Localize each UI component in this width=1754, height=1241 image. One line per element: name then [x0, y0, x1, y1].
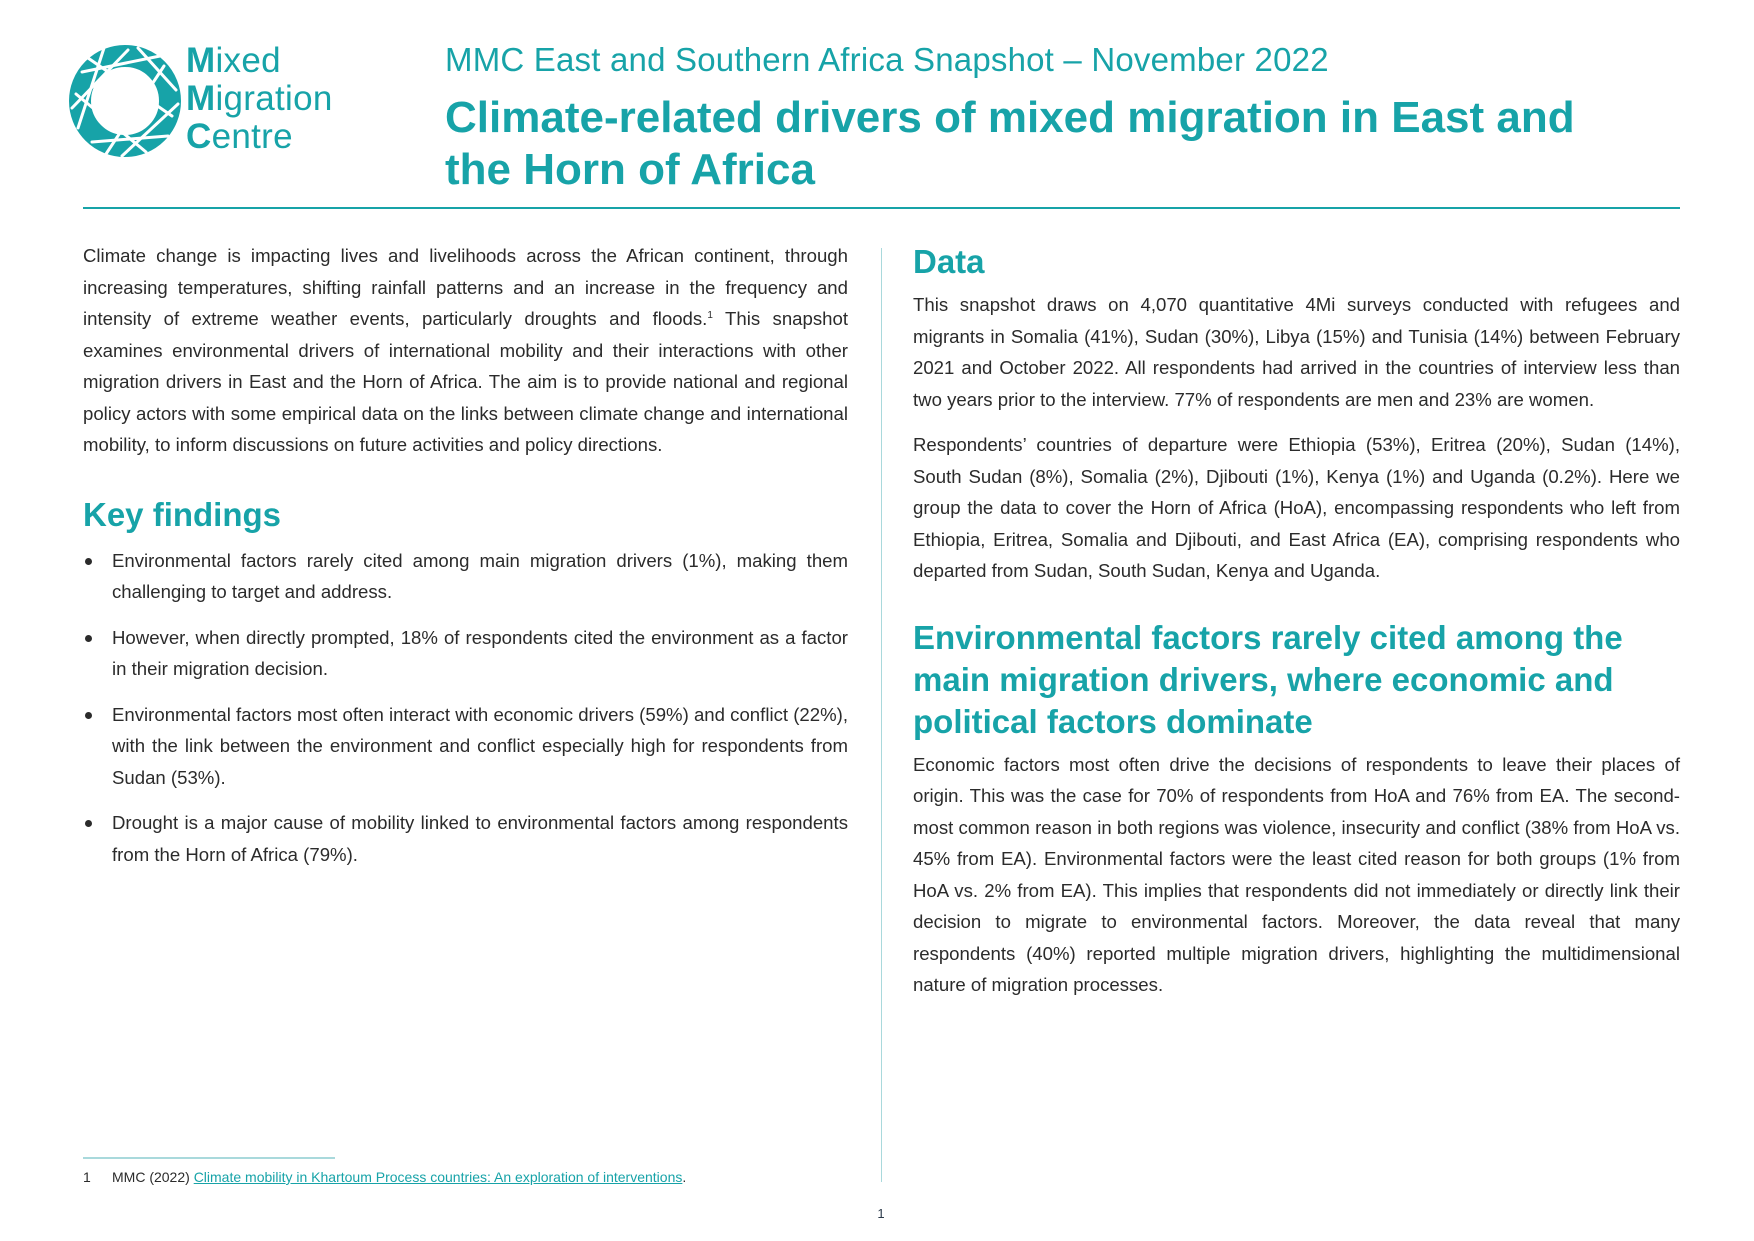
key-finding-item: Environmental factors most often interact with economic drivers (59%) and conflict (22%), with the link between the environment and conflict especially high for respondents from Sudan (53%). [83, 699, 848, 794]
data-heading: Data [913, 243, 985, 280]
section-paragraph: Economic factors most often drive the decisions of respondents to leave their places of origin. This was the case for 70% of respondents from HoA and 76% from EA. The second-most common reason in both regions was violence, insecurity and conflict (38% from HoA vs. 45% from EA). Environmental factors were the least cited reason for both groups (1% from HoA vs. 2% from EA). This implies that respondents did not immediately or directly link their decision to migrate to environmental factors. Moreover, the data reveal that many respondents (40%) reported multiple migration drivers, highlighting the multidimensional nature of migration processes. [913, 753, 1680, 995]
key-finding-item: Drought is a major cause of mobility linked to environmental factors among respondents from the Horn of Africa (79%). [83, 807, 848, 870]
bullet-icon [85, 712, 92, 719]
logo-word-migration: Migration [186, 79, 333, 118]
column-divider [881, 248, 882, 1182]
data-paragraph-2: Respondents’ countries of departure were Ethiopia (53%), Eritrea (20%), Sudan (14%), South Sudan (8%), Somalia (2%), Djibouti (1%), Kenya (1%) and Uganda (0.2%). Here we group the data to cover the Horn of Africa (HoA), encompassing respondents who left from Ethiopia, Eritrea, Somalia and Djibouti, and East Africa (EA), comprising respondents who departed from Sudan, South Sudan, Kenya and Uganda. [913, 434, 1680, 581]
bullet-icon [85, 558, 92, 565]
footnote [83, 1166, 686, 1188]
right-column [913, 240, 1680, 1001]
bullet-icon [85, 820, 92, 827]
footnote-number: 1 [83, 1169, 91, 1185]
section-heading: Environmental factors rarely cited among the main migration drivers, where economic and political factors dominate [913, 618, 1623, 740]
mmc-logo [68, 41, 428, 164]
left-column [83, 240, 848, 884]
key-findings-list [83, 545, 848, 871]
document-title: Climate-related drivers of mixed migration in East and the Horn of Africa [445, 93, 1575, 194]
key-finding-item: Environmental factors rarely cited among main migration drivers (1%), making them challenging to target and address. [83, 545, 848, 608]
footnote-reference[interactable]: 1 [707, 310, 713, 321]
footnote-prefix: MMC (2022) [112, 1169, 194, 1185]
ring-network-logo-icon [68, 44, 182, 158]
logo-word-centre: Centre [186, 117, 293, 156]
footnote-suffix: . [682, 1169, 687, 1185]
logo-word-mixed: Mixed [186, 41, 281, 80]
data-paragraph-1: This snapshot draws on 4,070 quantitative 4Mi surveys conducted with refugees and migrants in Somalia (41%), Sudan (30%), Libya (15%) and Tunisia (14%) between February 2021 and October 2022. All respondents had arrived in the countries of interview less than two years prior to the interview. 77% of respondents are men and 23% are women. [913, 294, 1680, 410]
document-subtitle: MMC East and Southern Africa Snapshot – November 2022 [445, 41, 1329, 78]
key-findings-heading: Key findings [83, 495, 282, 533]
footnote-divider [83, 1157, 335, 1159]
header-divider [83, 207, 1680, 209]
page-number: 1 [877, 1206, 885, 1221]
footnote-link[interactable]: Climate mobility in Khartoum Process countries: An exploration of interventions [193, 1169, 683, 1185]
bullet-icon [85, 635, 92, 642]
intro-paragraph: Climate change is impacting lives and livelihoods across the African continent, through increasing temperatures, shifting rainfall patterns and an increase in the frequency and intensity of extreme weather events, particularly droughts and floods.$^1$ This snapshot examines environmental drivers of international mobility and their interactions with other migration drivers in East and the Horn of Africa. The aim is to provide national and regional policy actors with some empirical data on the links between climate change and international mobility, to inform discussions on future activities and policy directions. [83, 245, 849, 455]
key-finding-item: However, when directly prompted, 18% of respondents cited the environment as a factor in their migration decision. [83, 622, 848, 685]
